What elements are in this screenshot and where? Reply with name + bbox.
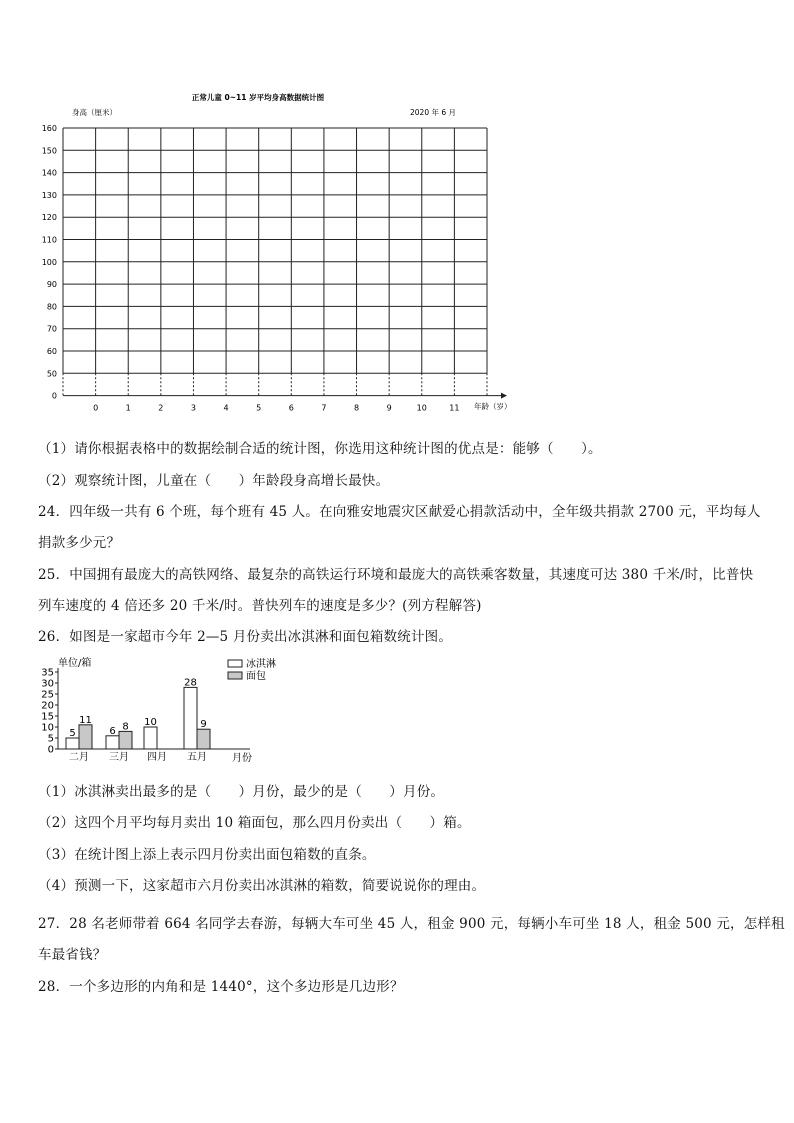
x-tick-label: 五月 (187, 752, 207, 763)
y-tick-label: 30 (41, 678, 54, 690)
q26-part1: （1）冰淇淋卖出最多的是（ ）月份，最少的是（ ）月份。 (38, 784, 445, 800)
q26-part2: （2）这四个月平均每月卖出 10 箱面包，那么四月份卖出（ ）箱。 (38, 815, 471, 831)
x-tick-label: 9 (386, 403, 392, 413)
x-tick-label: 11 (449, 403, 460, 413)
height-chart (36, 88, 526, 414)
bar-value-label: 10 (144, 717, 157, 728)
x-tick-label: 6 (288, 403, 294, 413)
x-tick-label: 0 (93, 403, 99, 413)
y-tick-label: 160 (41, 124, 57, 133)
bar-value-label: 28 (184, 677, 197, 689)
height-chart-xlabel: 年龄（岁） (474, 402, 512, 411)
legend-label: 面包 (246, 671, 266, 682)
q27-line1: 27．28 名老师带着 664 名同学去春游，每辆大车可坐 45 人，租金 900 元，每辆小车可坐 18 人，租金 500 元，怎样租 (38, 916, 785, 932)
bar-value-label: 8 (122, 721, 129, 733)
icecream-bar (106, 736, 119, 749)
y-tick-label: 50 (46, 369, 57, 379)
height-chart-grid (63, 128, 507, 399)
icecream-bar (184, 687, 197, 749)
sales-chart-x-ticks (69, 751, 207, 763)
y-tick-label: 120 (41, 213, 57, 223)
height-chart-date: 2020 年 6 月 (410, 108, 457, 117)
y-tick-label: 10 (41, 722, 54, 734)
legend-label: 冰淇淋 (246, 659, 276, 670)
q26-part3: （3）在统计图上添上表示四月份卖出面包箱数的直条。 (38, 847, 376, 863)
y-tick-label: 25 (41, 689, 54, 701)
x-tick-label: 4 (223, 403, 229, 413)
sales-chart-legend (228, 657, 276, 682)
x-tick-label: 5 (256, 403, 262, 413)
y-tick-label: 70 (46, 324, 57, 334)
x-tick-label: 四月 (147, 752, 167, 763)
y-tick-label: 110 (41, 235, 57, 245)
sales-chart-bars (66, 677, 210, 749)
bar-value-label: 5 (69, 728, 76, 739)
height-chart-x-ticks (93, 404, 459, 413)
legend-swatch (228, 672, 242, 679)
q25-line2: 列车速度的 4 倍还多 20 千米/时。普快列车的速度是多少？(列方程解答) (38, 598, 482, 614)
x-tick-label: 2 (158, 403, 164, 413)
y-tick-label: 20 (41, 700, 54, 712)
x-axis-arrow (501, 393, 507, 399)
bar-value-label: 6 (109, 725, 116, 737)
q27-line2: 车最省钱？ (38, 947, 107, 963)
y-tick-label: 35 (41, 667, 54, 679)
sales-bar-chart (36, 654, 276, 766)
y-tick-label: 5 (47, 733, 54, 745)
bread-bar (119, 731, 132, 749)
y-tick-label: 90 (46, 280, 57, 290)
icecream-bar (144, 727, 157, 749)
y-tick-label: 60 (46, 347, 57, 356)
sales-chart-ylabel: 单位/箱 (58, 658, 92, 669)
height-chart-ylabel: 身高（厘米） (72, 108, 117, 117)
bread-bar (197, 729, 210, 749)
q24-line2: 捐款多少元？ (38, 535, 121, 551)
x-tick-label: 8 (353, 403, 360, 413)
y-tick-label: 130 (41, 190, 57, 200)
q24-line1: 24．四年级一共有 6 个班，每个班有 45 人。在向雅安地震灾区献爱心捐款活动中，全年级共捐款 2700 元，平均每人 (38, 504, 761, 520)
y-tick-label: 0 (51, 391, 57, 401)
q23-part2: （2）观察统计图，儿童在（ ）年龄段身高增长最快。 (38, 473, 390, 489)
y-tick-label: 0 (47, 744, 54, 756)
sales-chart-xlabel: 月份 (232, 753, 252, 764)
height-chart-title: 正常儿童 0~11 岁平均身高数据统计图 (191, 93, 325, 102)
legend-swatch (228, 660, 242, 667)
bread-bar (79, 725, 92, 749)
x-tick-label: 7 (321, 403, 327, 413)
y-tick-label: 100 (41, 257, 57, 267)
x-tick-label: 1 (125, 403, 131, 413)
icecream-bar (66, 738, 79, 749)
x-tick-label: 3 (190, 403, 197, 413)
y-tick-label: 80 (46, 302, 57, 312)
height-chart-y-ticks (42, 124, 57, 401)
q26-intro: 26．如图是一家超市今年 2—5 月份卖出冰淇淋和面包箱数统计图。 (38, 629, 453, 645)
x-tick-label: 10 (416, 403, 427, 413)
bar-value-label: 9 (200, 719, 207, 731)
x-tick-label: 二月 (69, 752, 89, 763)
x-tick-label: 三月 (109, 752, 129, 763)
q25-line1: 25．中国拥有最庞大的高铁网络、最复杂的高铁运行环境和最庞大的高铁乘客数量，其速度可达 380 千米/时，比普快 (38, 567, 754, 583)
y-tick-label: 140 (41, 168, 57, 178)
sales-chart-y-ticks (41, 668, 58, 756)
y-tick-label: 150 (41, 146, 57, 156)
q23-part1: （1）请你根据表格中的数据绘制合适的统计图，你选用这种统计图的优点是：能够（ ）。 (38, 441, 602, 457)
bar-value-label: 11 (79, 714, 92, 726)
y-tick-label: 15 (41, 711, 54, 723)
q26-part4: （4）预测一下，这家超市六月份卖出冰淇淋的箱数，简要说说你的理由。 (38, 878, 486, 894)
q28-line1: 28．一个多边形的内角和是 1440°，这个多边形是几边形？ (38, 979, 404, 995)
